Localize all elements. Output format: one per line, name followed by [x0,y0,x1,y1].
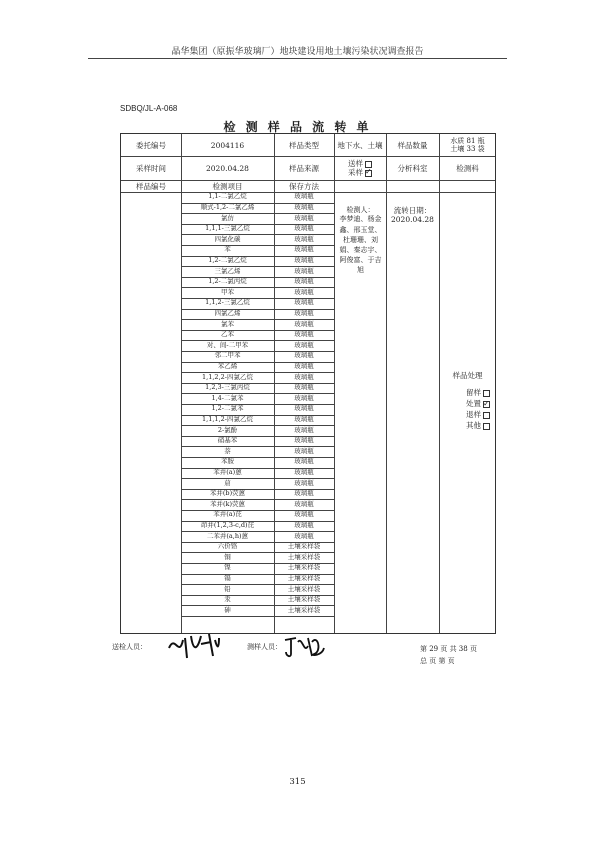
item-preserve-method: 玻璃瓶 [294,351,314,360]
transfer-date-block [387,206,438,230]
item-preserve-method: 土壤采样袋 [287,573,321,582]
item-preserve-method: 土壤采样袋 [287,595,321,604]
item-preserve-method: 玻璃瓶 [294,510,314,519]
item-preserve-method: 玻璃瓶 [294,361,314,370]
sender-label: 送检人员： [112,643,147,651]
item-name: 2-氯酚 [217,425,238,434]
transfer-form [120,133,496,634]
page-total: 总 页 第 页 [420,657,455,665]
client-no-label: 委托编号 [136,140,166,150]
item-preserve-method: 玻璃瓶 [294,436,314,445]
page-count: 第 29 页 共 38 页 [420,645,477,653]
item-name: 1,2-二氯丙烷 [208,277,247,286]
document-code: SDBQ/JL-A-068 [120,104,178,113]
item-preserve-method: 玻璃瓶 [294,499,314,508]
item-preserve-method: 玻璃瓶 [294,234,314,243]
item-name: 1,2,3-三氯丙烷 [205,383,250,392]
client-no: 2004116 [210,140,245,150]
item-name: 四氯化碳 [214,234,241,243]
checkbox-icon[interactable] [365,170,372,177]
item-name: 1,2-二氯苯 [211,404,244,413]
item-name: 苯并(a)芘 [213,510,242,519]
item-preserve-method: 玻璃瓶 [294,340,314,349]
receiver-label: 测样人员： [247,643,282,651]
item-preserve-method: 玻璃瓶 [294,266,314,275]
item-name: 苯胺 [221,457,234,466]
item-name: 汞 [224,595,231,604]
item-preserve-method: 玻璃瓶 [294,478,314,487]
item-name: 1,4-二氯苯 [211,393,244,402]
item-name: 甲苯 [221,287,234,296]
item-preserve-method: 玻璃瓶 [294,224,314,233]
sampling-time-label: 采样时间 [136,163,166,173]
item-preserve-method: 玻璃瓶 [294,467,314,476]
item-preserve-method: 玻璃瓶 [294,383,314,392]
item-name: 1,2-二氯乙烷 [208,255,247,264]
item-preserve-method: 玻璃瓶 [294,287,314,296]
item-name: 乙苯 [221,330,234,339]
item-preserve-method: 玻璃瓶 [294,404,314,413]
item-preserve-method: 玻璃瓶 [294,202,314,211]
sample-no-label: 样品编号 [136,181,166,191]
item-name: 二苯并(a,h)蒽 [206,531,249,540]
item-preserve-method: 玻璃瓶 [294,277,314,286]
item-preserve-method: 土壤采样袋 [287,563,321,572]
item-name: 1,1-二氯乙烷 [208,192,247,201]
item-preserve-method: 土壤采样袋 [287,605,321,614]
item-name: 萘 [224,446,231,455]
header-divider [88,58,507,59]
sample-qty [439,134,496,156]
item-preserve-method: 玻璃瓶 [294,457,314,466]
row-divider [181,616,334,617]
item-preserve-method: 玻璃瓶 [294,213,314,222]
disposal-title: 样品处理 [452,371,483,380]
disposal-option[interactable] [439,398,496,409]
sender-signature [165,630,220,662]
item-name: 三氯乙烯 [214,266,241,275]
item-name: 氯苯 [221,319,234,328]
item-name: 六价铬 [217,542,238,551]
disposal-options [439,387,496,431]
sampling-time: 2020.04.28 [206,163,249,173]
item-preserve-method: 玻璃瓶 [294,520,314,529]
sample-type-label: 样品类型 [289,140,319,150]
col-divider [334,134,335,633]
item-name: 1,1,2-三氯乙烷 [205,298,250,307]
item-name: 茚并(1,2,3-c,d)芘 [200,520,255,529]
item-preserve-method: 玻璃瓶 [294,255,314,264]
item-name: 氯仿 [221,213,234,222]
item-name: 四氯乙烯 [214,308,241,317]
item-name: 1,1,2,2-四氯乙烷 [202,372,253,381]
item-preserve-method: 玻璃瓶 [294,298,314,307]
item-preserve-method: 玻璃瓶 [294,192,314,201]
disposal-option-label: 退样 [466,410,481,419]
disposal-option-label: 留样 [466,388,481,397]
sample-qty-water: 水质 81 瓶 [450,136,485,145]
item-preserve-method: 玻璃瓶 [294,446,314,455]
lab: 检测科 [456,163,479,173]
item-name: 顺式-1,2-二氯乙烯 [200,202,255,211]
disposal-option-label: 处置 [466,399,481,408]
checkbox-icon[interactable] [483,412,490,419]
item-preserve-method: 玻璃瓶 [294,372,314,381]
item-name: 1,1,1-三氯乙烷 [205,224,250,233]
item-name: 苯并(b)荧蒽 [209,489,246,498]
item-name: 1,1,1,2-四氯乙烷 [202,414,253,423]
item-preserve-method: 玻璃瓶 [294,393,314,402]
checkbox-icon[interactable] [483,390,490,397]
item-name: 苯并(a)蒽 [213,467,242,476]
item-name: 镉 [224,573,231,582]
form-title: 检 测 样 品 流 转 单 [223,120,372,134]
item-name: 铜 [224,552,231,561]
item-name: 苯并(k)荧蒽 [209,499,245,508]
item-preserve-method: 玻璃瓶 [294,425,314,434]
lab-label: 分析科室 [397,163,428,173]
source-options [334,156,386,180]
item-preserve-method: 玻璃瓶 [294,414,314,423]
item-preserve-method: 玻璃瓶 [294,330,314,339]
item-preserve-method: 玻璃瓶 [294,245,314,254]
transfer-date-label: 流转日期： [393,206,432,215]
inspector-names: 李梦迪、杨金鑫、邢玉堂、杜珊珊、刘娟、秦志宇、阿俊富、于吉旭 [339,215,382,275]
item-preserve-method: 玻璃瓶 [294,489,314,498]
checkbox-icon[interactable] [483,423,490,430]
item-name: 对、间-二甲苯 [206,340,249,349]
preserve-label: 保存方法 [289,181,319,191]
inspector-label: 检测人： [346,206,375,214]
disposal-option[interactable] [439,420,496,431]
item-label: 检测项目 [212,181,243,191]
item-preserve-method: 土壤采样袋 [287,552,321,561]
item-name: 砷 [224,605,231,614]
item-name: 苯 [224,245,231,254]
item-name: 邻二甲苯 [214,351,241,360]
item-name: 苯乙烯 [217,361,238,370]
disposal-option-label: 其他 [466,421,481,430]
inspectors-block [337,206,384,286]
disposal-block [439,370,496,431]
item-name: 铅 [224,584,231,593]
item-preserve-method: 玻璃瓶 [294,308,314,317]
item-name: 硝基苯 [217,436,238,445]
disposal-option[interactable] [439,387,496,398]
checkbox-icon[interactable] [483,401,490,408]
item-preserve-method: 土壤采样袋 [287,584,321,593]
report-header: 晶华集团（原振华玻璃厂）地块建设用地土壤污染状况调查报告 [171,47,424,57]
source-option-sampled[interactable]: 采样✓ [348,168,372,177]
item-name: 䓛 [224,478,231,487]
receiver-signature [282,632,326,660]
item-name: 镍 [224,563,231,572]
source-option-delivered[interactable]: 送样 [348,159,372,168]
sample-type: 地下水、土壤 [337,140,383,150]
sample-qty-label: 样品数量 [397,140,428,150]
item-preserve-method: 玻璃瓶 [294,319,314,328]
transfer-date: 2020.04.28 [391,215,434,224]
item-preserve-method: 土壤采样袋 [287,542,321,551]
page-number: 315 [289,777,306,787]
item-preserve-method: 玻璃瓶 [294,531,314,540]
sample-qty-soil: 土壤 33 袋 [450,145,485,153]
disposal-option[interactable] [439,409,496,420]
source-label: 样品来源 [289,163,319,173]
